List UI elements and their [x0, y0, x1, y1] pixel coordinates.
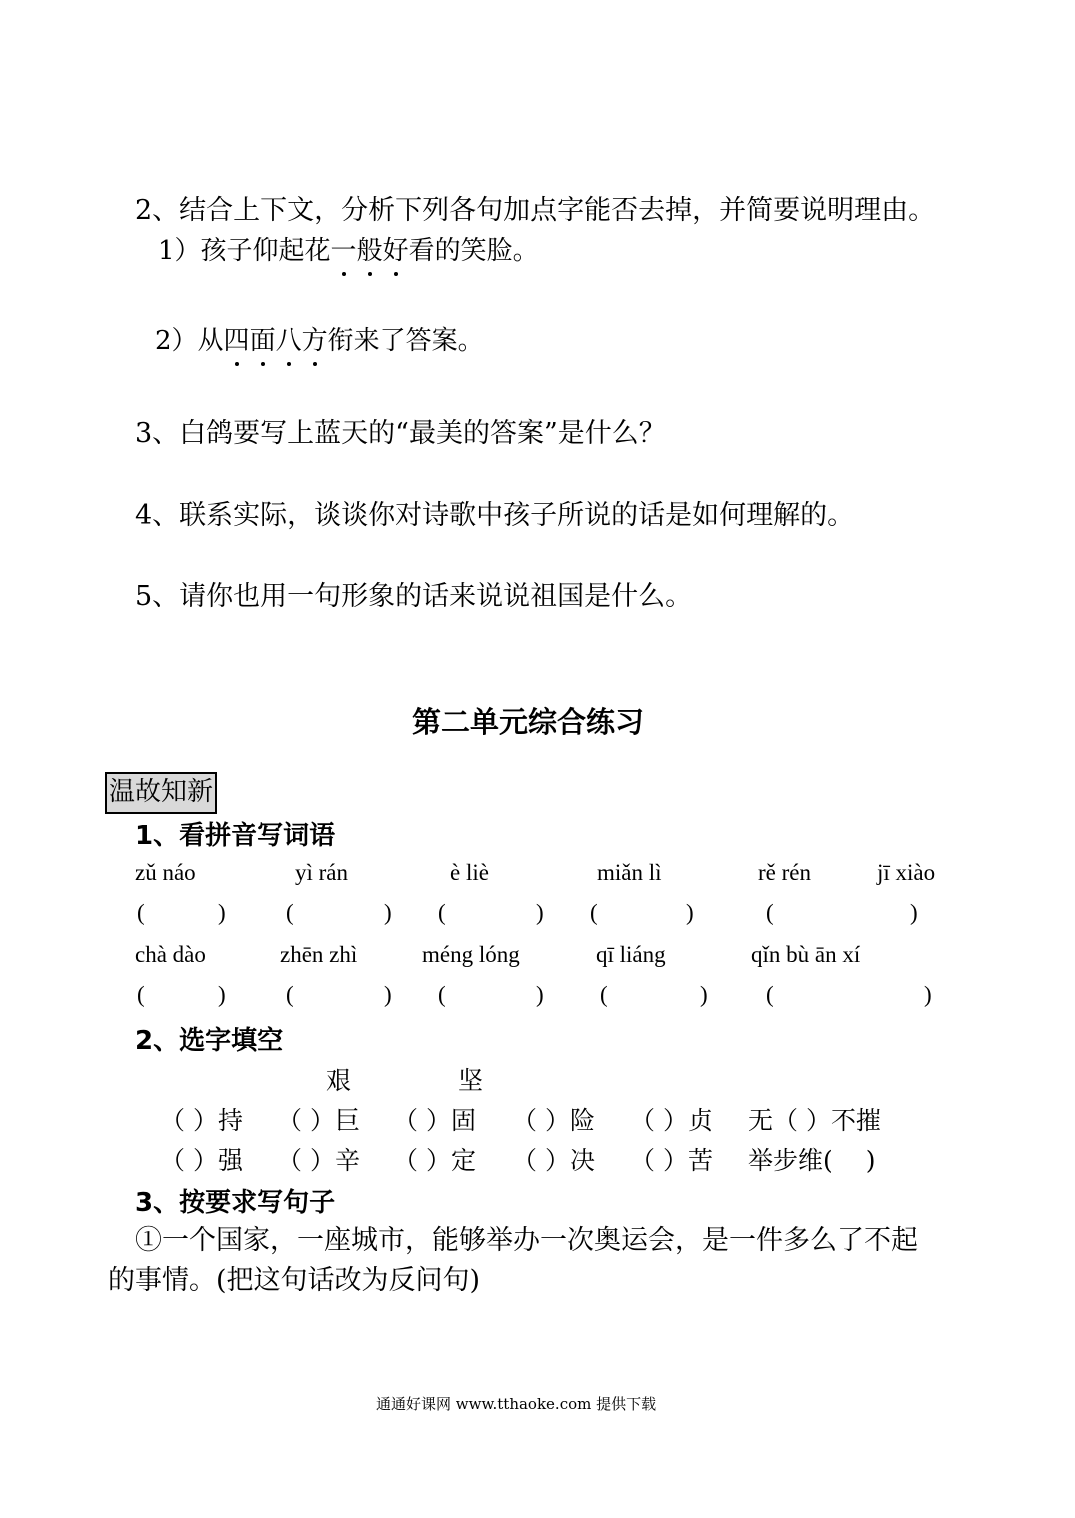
q2-2-text-before: 2）从 — [155, 326, 224, 356]
section-label: 温故知新 — [105, 772, 217, 814]
fill-blank-item[interactable]: （ ）持 — [160, 1106, 243, 1135]
fill-blank-item[interactable]: （ ）定 — [393, 1146, 476, 1175]
pinyin-word: è liè — [450, 860, 489, 885]
section-3-heading: 3、按要求写句子 — [135, 1188, 336, 1218]
pinyin-word: qī liáng — [596, 942, 666, 967]
answer-blank-close[interactable]: ) — [384, 900, 392, 925]
q2-2-text-after: 衔来了答案。 — [327, 326, 484, 356]
fill-blank-item[interactable]: （ ）辛 — [277, 1146, 360, 1175]
section-1-heading: 1、看拼音写词语 — [135, 821, 336, 851]
fill-blank-item[interactable]: （ ）固 — [393, 1106, 476, 1135]
answer-blank-close[interactable]: ) — [384, 982, 392, 1007]
fill-blank-item[interactable]: 举步维( ) — [748, 1146, 876, 1175]
section-2-heading: 2、选字填空 — [135, 1026, 284, 1056]
answer-blank-open[interactable]: ( — [590, 900, 598, 925]
answer-blank-close[interactable]: ) — [910, 900, 918, 925]
question-3: 3、白鸽要写上蓝天的“最美的答案”是什么？ — [135, 418, 666, 449]
pinyin-word: zhēn zhì — [280, 942, 358, 967]
q2-1-text-after: 看的笑脸。 — [408, 236, 539, 266]
pinyin-word: rě rén — [758, 860, 811, 885]
question-4: 4、联系实际，谈谈你对诗歌中孩子所说的话是如何理解的。 — [135, 500, 855, 531]
fill-blank-item[interactable]: （ ）贞 — [630, 1106, 713, 1135]
answer-blank-open[interactable]: ( — [286, 982, 294, 1007]
question-2-item-2 — [155, 324, 484, 358]
answer-blank-open[interactable]: ( — [286, 900, 294, 925]
answer-blank-open[interactable]: ( — [438, 900, 446, 925]
q2-1-text-before: 1）孩子仰起花 — [158, 236, 331, 266]
pinyin-word: miǎn lì — [597, 860, 662, 885]
pinyin-word: yì rán — [295, 860, 349, 885]
section-3-item-1-line-1: ①一个国家，一座城市，能够举办一次奥运会，是一件多么了不起 — [135, 1225, 918, 1256]
pinyin-word: zǔ náo — [135, 860, 196, 885]
answer-blank-close[interactable]: ) — [924, 982, 932, 1007]
pinyin-word: jī xiào — [877, 860, 936, 885]
answer-blank-open[interactable]: ( — [600, 982, 608, 1007]
section-3-item-1-line-2: 的事情。(把这句话改为反问句) — [108, 1265, 481, 1296]
choice-char-1: 艰 — [326, 1066, 352, 1095]
choice-char-2: 坚 — [458, 1066, 484, 1095]
answer-blank-close[interactable]: ) — [536, 982, 544, 1007]
question-2-item-1 — [158, 234, 539, 268]
answer-blank-close[interactable]: ) — [536, 900, 544, 925]
fill-blank-item[interactable]: （ ）苦 — [630, 1146, 713, 1175]
answer-blank-close[interactable]: ) — [700, 982, 708, 1007]
fill-blank-item[interactable]: （ ）决 — [512, 1146, 595, 1175]
unit-title: 第二单元综合练习 — [412, 705, 645, 739]
q2-1-dotted-text: 一般好 — [330, 236, 409, 266]
pinyin-word: chà dào — [135, 942, 206, 967]
page-footer: 通通好课网 www.tthaoke.com 提供下载 — [376, 1395, 657, 1413]
pinyin-word: méng lóng — [422, 942, 520, 967]
answer-blank-open[interactable]: ( — [137, 900, 145, 925]
fill-blank-item[interactable]: （ ）强 — [160, 1146, 243, 1175]
answer-blank-open[interactable]: ( — [438, 982, 446, 1007]
pinyin-word: qǐn bù ān xí — [751, 942, 861, 967]
question-5: 5、请你也用一句形象的话来说说祖国是什么。 — [135, 581, 693, 612]
answer-blank-close[interactable]: ) — [218, 982, 226, 1007]
answer-blank-close[interactable]: ) — [686, 900, 694, 925]
answer-blank-close[interactable]: ) — [218, 900, 226, 925]
fill-blank-item[interactable]: （ ）巨 — [277, 1106, 360, 1135]
q2-2-dotted-text: 四面八方 — [223, 326, 328, 356]
answer-blank-open[interactable]: ( — [137, 982, 145, 1007]
fill-blank-item[interactable]: （ ）险 — [512, 1106, 595, 1135]
fill-blank-item[interactable]: 无（ ）不摧 — [748, 1106, 881, 1135]
question-2: 2、结合上下文，分析下列各句加点字能否去掉，并简要说明理由。 — [135, 195, 936, 226]
answer-blank-open[interactable]: ( — [766, 982, 774, 1007]
answer-blank-open[interactable]: ( — [766, 900, 774, 925]
